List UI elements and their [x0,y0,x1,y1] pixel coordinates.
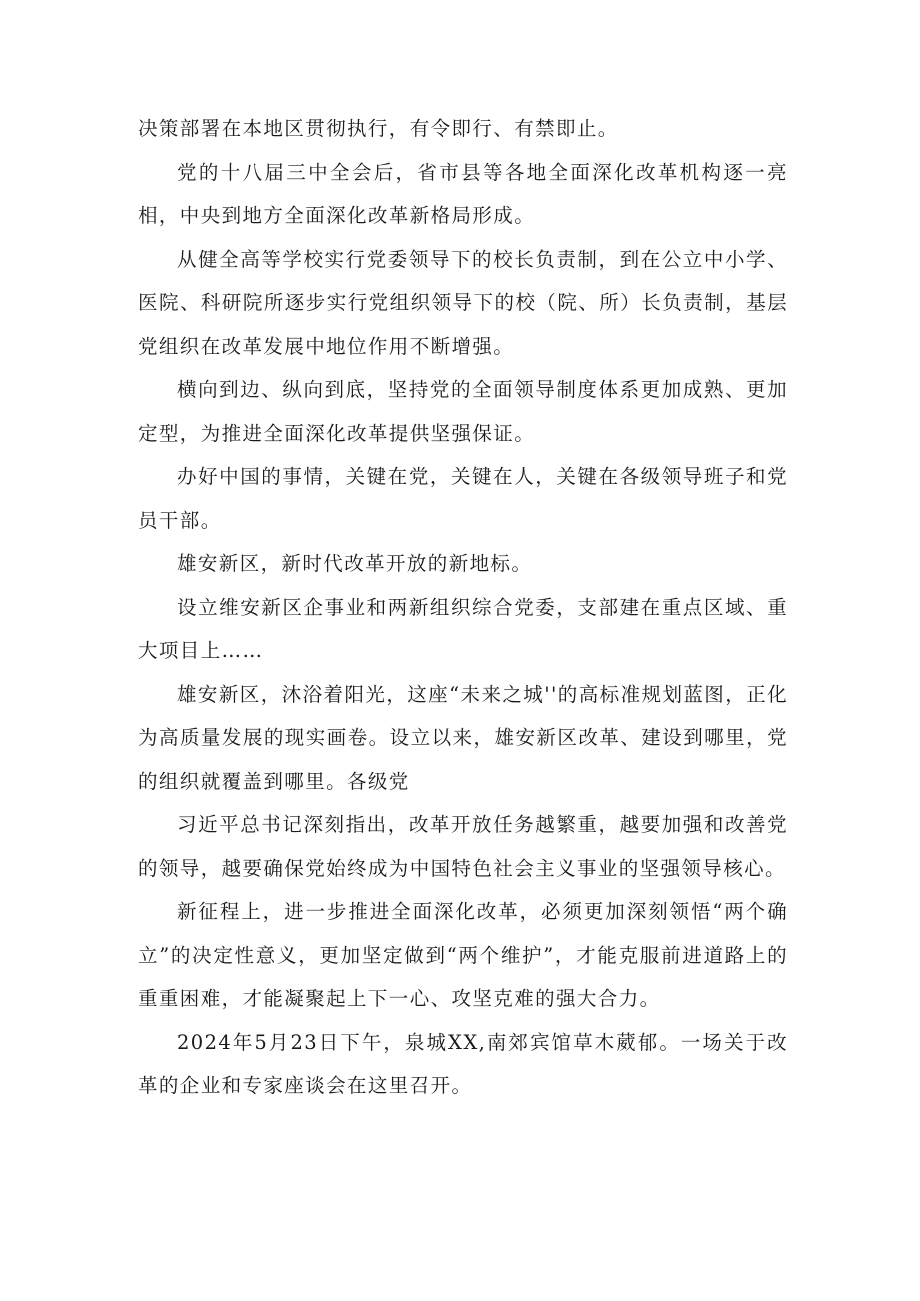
paragraph-6: 雄安新区，新时代改革开放的新地标。 [177,552,533,575]
paragraph-5: 办好中国的事情，关键在党，关键在人，关键在各级领导班子和党员干部。 [138,465,788,532]
paragraph-3: 从健全高等学校实行党委领导下的校长负责制，到在公立中小学、医院、科研院所逐步实行党组织领导下的校（院、所）长负责制，基层党组织在改革发展中地位作用不断增强。 [138,247,788,358]
paragraph-7: 设立维安新区企事业和两新组织综合党委，支部建在重点区域、重大项目上…… [138,595,788,662]
paragraph-8: 雄安新区，沐浴着阳光，这座“未来之城''的高标准规划蓝图，正化为高质量发展的现实画卷。设立以来，雄安新区改革、建设到哪里，党的组织就覆盖到哪里。各级党 [138,682,788,793]
paragraph-10: 新征程上，进一步推进全面深化改革，必须更加深刻领悟“两个确立”的决定性意义，更加坚定做到“两个维护”，才能克服前进道路上的重重困难，才能凝聚起上下一心、攻坚克难的强大合力。 [138,900,788,1010]
paragraph-2: 党的十八届三中全会后，省市县等各地全面深化改革机构逐一亮相，中央到地方全面深化改革新格局形成。 [138,160,788,227]
document-body [138,107,788,1108]
paragraph-1: 决策部署在本地区贯彻执行，有令即行、有禁即止。 [138,117,619,140]
paragraph-4: 横向到边、纵向到底，坚持党的全面领导制度体系更加成熟、更加定型，为推进全面深化改革提供坚强保证。 [138,378,788,445]
paragraph-11: 2024年5月23日下午，泉城XX,南郊宾馆草木葳郁。一场关于改革的企业和专家座谈会在这里召开。 [138,1030,788,1097]
paragraph-9: 习近平总书记深刻指出，改革开放任务越繁重，越要加强和改善党的领导，越要确保党始终成为中国特色社会主义事业的坚强领导核心。 [138,813,788,880]
